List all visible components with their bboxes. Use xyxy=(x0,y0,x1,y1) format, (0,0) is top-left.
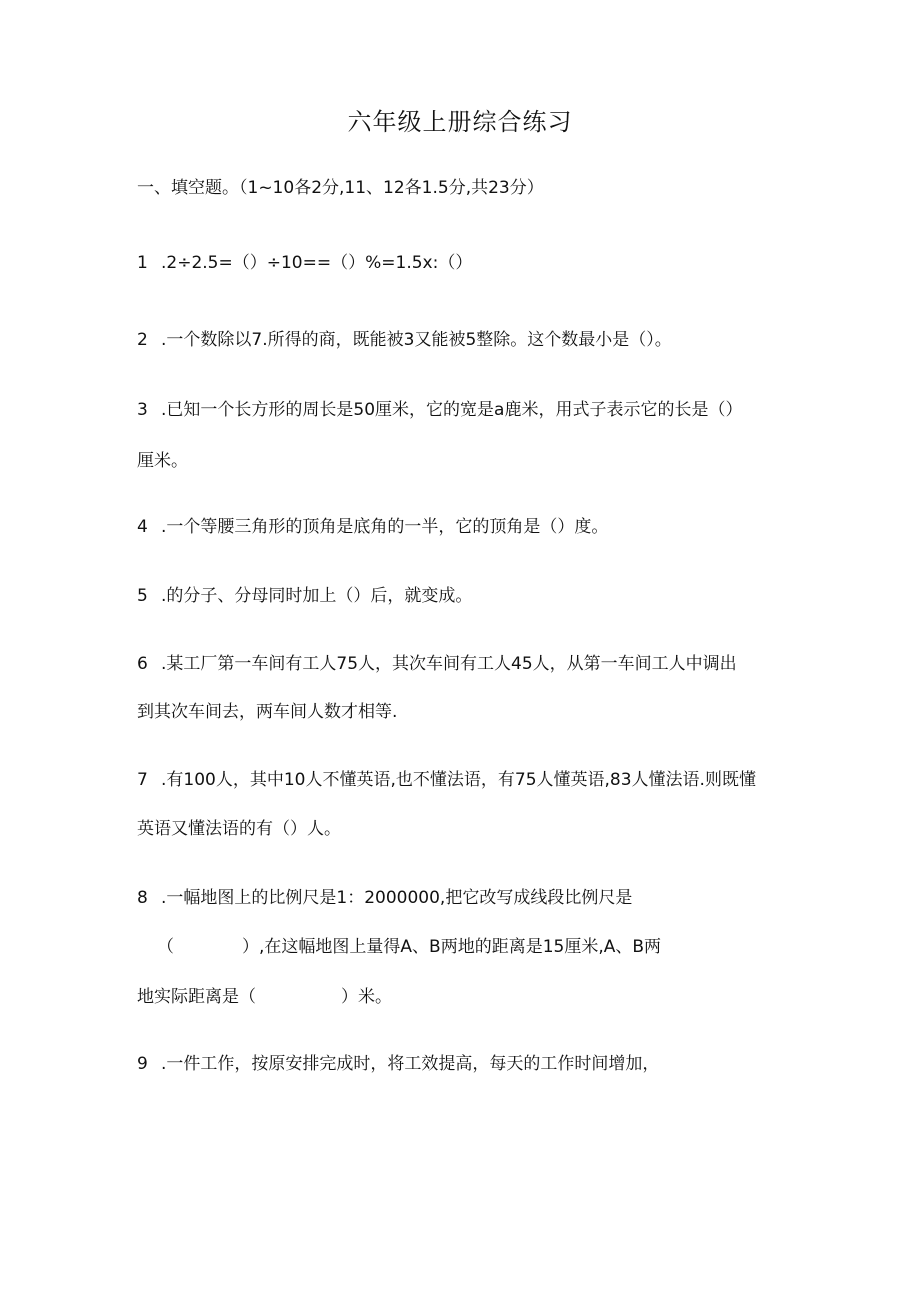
question-number: 1 xyxy=(137,253,148,273)
question-8-continued-2: 地实际距离是（ ）米。 xyxy=(137,987,392,1007)
page-title: 六年级上册综合练习 xyxy=(347,108,573,136)
question-text: .一个数除以7.所得的商，既能被3又能被5整除。这个数最小是（）。 xyxy=(161,330,672,350)
question-text: .某工厂第一车间有工人75人，其次车间有工人45人，从第一车间工人中调出 xyxy=(161,654,737,674)
question-number: 6 xyxy=(137,654,148,674)
question-3-continued: 厘米。 xyxy=(137,451,188,471)
question-1 xyxy=(137,251,472,275)
question-text: .一件工作，按原安排完成时，将工效提高，每天的工作时间增加， xyxy=(161,1054,660,1074)
question-number: 2 xyxy=(137,330,148,350)
question-8-continued: （ ）,在这幅地图上量得A、B两地的距离是15厘米,A、B两 xyxy=(157,937,662,957)
question-number: 5 xyxy=(137,586,148,606)
section-heading: 一、填空题。（1~10各2分,11、12各1.5分,共23分） xyxy=(137,178,544,198)
question-4 xyxy=(137,515,608,539)
question-number: 9 xyxy=(137,1054,148,1074)
question-2 xyxy=(137,328,672,352)
question-9 xyxy=(137,1052,659,1076)
question-number: 3 xyxy=(137,400,148,420)
question-number: 4 xyxy=(137,517,148,537)
question-number: 8 xyxy=(137,888,148,908)
question-7 xyxy=(137,768,756,792)
question-text: .一个等腰三角形的顶角是底角的一半，它的顶角是（）度。 xyxy=(161,517,609,537)
question-5 xyxy=(137,584,472,608)
question-text: .已知一个长方形的周长是50厘米，它的宽是a鹿米，用式子表示它的长是（） xyxy=(161,400,743,420)
question-text: .2÷2.5=（）÷10==（）%=1.5x:（） xyxy=(161,253,473,273)
question-8 xyxy=(137,886,632,910)
question-number: 7 xyxy=(137,770,148,790)
question-7-continued: 英语又懂法语的有（）人。 xyxy=(137,819,341,839)
question-6-continued: 到其次车间去，两车间人数才相等. xyxy=(137,702,398,722)
question-text: .的分子、分母同时加上（）后，就变成。 xyxy=(161,586,473,606)
question-3 xyxy=(137,398,742,422)
question-text: .一幅地图上的比例尺是1：2000000,把它改写成线段比例尺是 xyxy=(161,888,633,908)
question-6 xyxy=(137,652,737,676)
question-text: .有100人，其中10人不懂英语,也不懂法语，有75人懂英语,83人懂法语.则既懂 xyxy=(161,770,756,790)
